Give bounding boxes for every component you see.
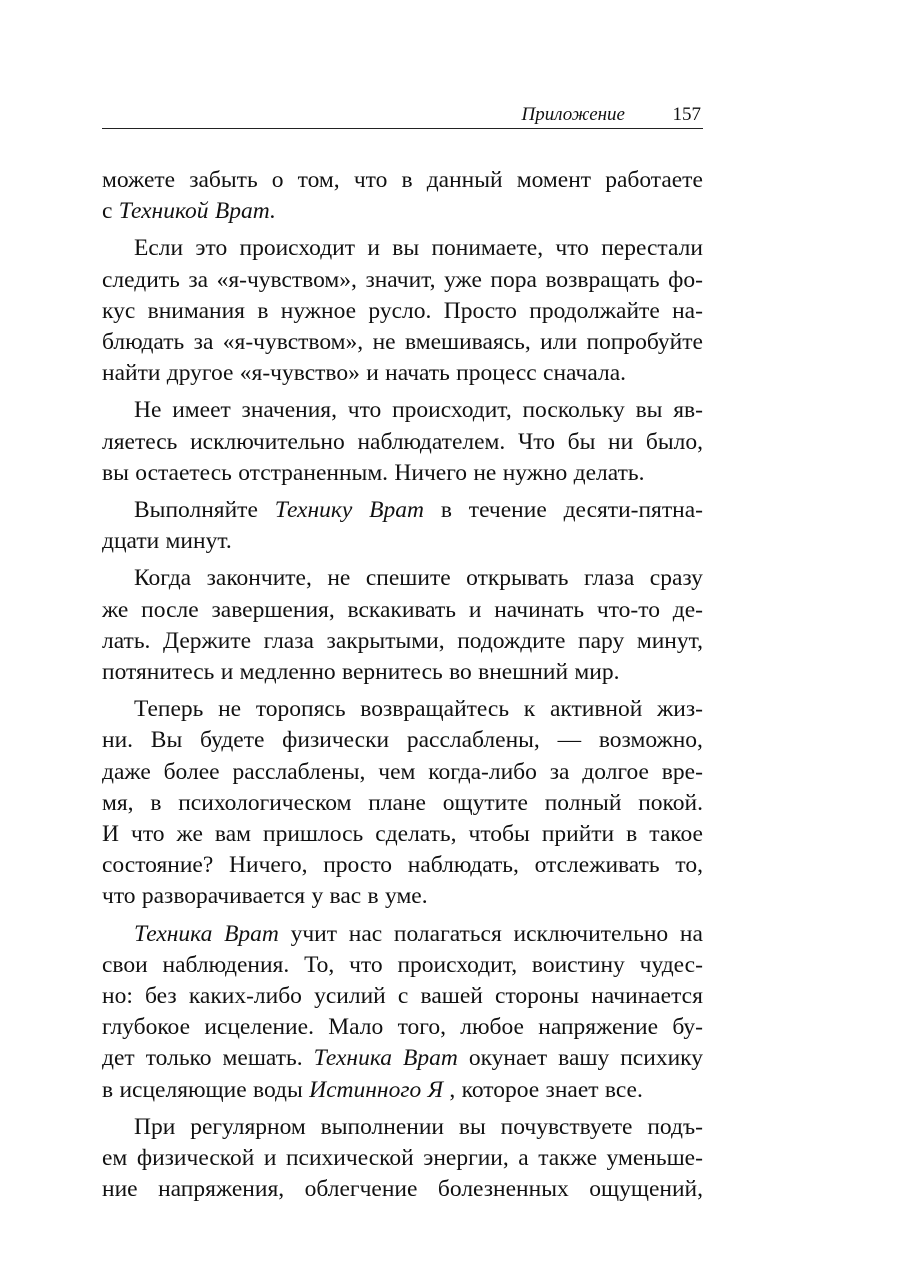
- word: исключительно: [190, 428, 345, 455]
- word: закрытыми,: [326, 627, 445, 654]
- word: которое: [461, 1076, 540, 1103]
- word: ни: [608, 428, 634, 455]
- word: возвращайтесь: [360, 696, 510, 723]
- word: учит: [290, 920, 338, 947]
- word: значения,: [241, 397, 337, 424]
- text-line: [102, 495, 703, 526]
- word: Ничего,: [229, 852, 308, 879]
- word: наблюдателем.: [357, 428, 506, 455]
- word: сделать,: [375, 821, 457, 848]
- word: а: [518, 1145, 529, 1172]
- word: нужное: [280, 297, 357, 324]
- word: уменьше-: [606, 1145, 703, 1172]
- word: отслеживать: [534, 852, 660, 879]
- word: бы: [567, 428, 596, 455]
- word: русло.: [368, 297, 432, 324]
- text-line: [102, 358, 703, 389]
- word: облегчение: [304, 1176, 418, 1203]
- word: глаза: [263, 627, 314, 654]
- text-line: [102, 757, 703, 788]
- word: полный: [544, 789, 622, 816]
- word: за: [193, 329, 214, 356]
- word: глаза: [583, 565, 635, 592]
- word: что: [349, 951, 383, 978]
- word: нужно: [502, 459, 568, 486]
- text-line: [102, 595, 703, 626]
- word: внешний: [478, 659, 569, 686]
- word: более: [163, 758, 220, 785]
- word: плане: [368, 789, 426, 816]
- word: регулярном: [190, 1113, 306, 1140]
- word: ни.: [102, 727, 134, 754]
- word: энергии,: [423, 1145, 509, 1172]
- word: завершения,: [211, 596, 335, 623]
- word: момент: [516, 167, 592, 193]
- word: расслаблены,: [232, 758, 366, 785]
- word: любое: [460, 1014, 524, 1041]
- word: пришлось: [263, 821, 364, 848]
- word: нас: [348, 920, 383, 947]
- word: вре-: [661, 758, 703, 785]
- word: наблюдать,: [407, 852, 519, 879]
- word: другое: [166, 360, 234, 387]
- word: бу-: [672, 1014, 703, 1041]
- word: в: [401, 167, 413, 193]
- word: Технику: [274, 497, 353, 524]
- word: за: [188, 266, 209, 293]
- text-line: [102, 526, 703, 557]
- word: физически: [282, 727, 390, 754]
- word: у: [311, 883, 324, 910]
- word: на-: [672, 297, 703, 324]
- word: происходит,: [392, 397, 512, 424]
- word: перестали: [601, 235, 703, 262]
- word: все.: [604, 1076, 643, 1103]
- word: воистину: [531, 951, 625, 978]
- word: начать: [385, 360, 450, 387]
- word: почувствуете: [500, 1113, 633, 1140]
- word: что: [131, 821, 165, 848]
- word: минут.: [165, 528, 232, 555]
- text-line: [102, 819, 703, 850]
- word: и: [468, 596, 482, 623]
- word: вы: [392, 235, 420, 262]
- word: то,: [675, 852, 703, 879]
- word: начинать: [494, 596, 585, 623]
- word: за: [549, 758, 570, 785]
- word: в: [367, 883, 379, 910]
- word: Просто: [443, 297, 517, 324]
- word: что: [555, 235, 589, 262]
- word: понимаете,: [431, 235, 544, 262]
- word: с: [102, 198, 113, 225]
- text-line: [102, 233, 703, 264]
- text-line: [102, 1012, 703, 1043]
- text-line: [102, 950, 703, 981]
- word: работаете: [605, 167, 703, 193]
- word: отстраненным.: [238, 459, 389, 486]
- word: без: [145, 983, 177, 1010]
- body-text: [102, 165, 703, 1206]
- word: же: [102, 596, 129, 623]
- word: наблюдения.: [162, 951, 290, 978]
- word: И: [102, 821, 119, 848]
- text-line: [102, 850, 703, 881]
- word: усилий: [314, 983, 386, 1010]
- word: подождите: [457, 627, 566, 654]
- word: расслаблены,: [406, 727, 540, 754]
- word: кус: [102, 297, 136, 324]
- word: внимания: [147, 297, 245, 324]
- word: возможно,: [598, 727, 703, 754]
- word: ощутите: [442, 789, 528, 816]
- word: с: [397, 983, 409, 1010]
- word: вашей: [420, 983, 483, 1010]
- text-line: [102, 563, 703, 594]
- word: возвращать: [545, 266, 660, 293]
- text-line: [102, 981, 703, 1012]
- word: сразу: [649, 565, 703, 592]
- word: блюдать: [102, 329, 185, 356]
- word: минут,: [636, 627, 703, 654]
- word: фо-: [668, 266, 703, 293]
- text-line: [102, 395, 703, 426]
- word: психической: [285, 1145, 414, 1172]
- word: Не: [134, 397, 162, 424]
- word: будете: [200, 727, 265, 754]
- word: после: [141, 596, 199, 623]
- text-line: [102, 1075, 703, 1106]
- word: Если: [134, 235, 184, 262]
- word: и: [263, 1145, 277, 1172]
- word: прийти: [541, 821, 615, 848]
- word: что: [347, 397, 382, 424]
- word: уме.: [385, 883, 428, 910]
- word: психику: [620, 1045, 703, 1072]
- word: знает: [545, 1076, 599, 1103]
- word: это: [195, 235, 228, 262]
- word: физической: [136, 1145, 255, 1172]
- word: только: [145, 1045, 212, 1072]
- word: мя,: [102, 789, 134, 816]
- word: болезненных: [437, 1176, 569, 1203]
- word: Теперь: [134, 696, 204, 723]
- word: активной: [549, 696, 643, 723]
- word: де-: [672, 596, 703, 623]
- word: уже: [444, 266, 482, 293]
- word: каких-либо: [188, 983, 302, 1010]
- word: не: [218, 696, 242, 723]
- word: ляетесь: [102, 428, 178, 455]
- text-line: [102, 327, 703, 358]
- section-title: Приложение: [521, 104, 625, 125]
- word: потянитесь: [102, 659, 215, 686]
- text-line: [102, 1143, 703, 1174]
- word: вы: [102, 459, 129, 486]
- running-header: [102, 104, 703, 129]
- text-line: [102, 296, 703, 327]
- word: чтобы: [468, 821, 530, 848]
- word: такое: [649, 821, 703, 848]
- word: в: [626, 821, 638, 848]
- word: разворачивается: [141, 883, 306, 910]
- word: течение: [468, 497, 547, 524]
- word: имеет: [172, 397, 231, 424]
- word: Истинного: [309, 1076, 422, 1103]
- word: спешите: [365, 565, 451, 592]
- word: к: [523, 696, 536, 723]
- word: данный: [426, 167, 503, 193]
- word: Что: [517, 428, 555, 455]
- word: вмешиваясь,: [405, 329, 531, 356]
- word: в: [257, 297, 269, 324]
- word: Врат: [224, 920, 279, 947]
- text-line: [102, 626, 703, 657]
- word: долгое: [582, 758, 649, 785]
- word: том,: [297, 167, 340, 193]
- word: продолжайте: [529, 297, 660, 324]
- word: Техникой: [118, 198, 209, 225]
- word: Техника: [134, 920, 213, 947]
- word: вам: [214, 821, 252, 848]
- word: состояние?: [102, 852, 214, 879]
- word: не: [372, 329, 396, 356]
- word: глубокое: [102, 1014, 191, 1041]
- word: вернитесь: [342, 659, 443, 686]
- word: Ничего: [394, 459, 468, 486]
- word: стороны: [495, 983, 580, 1010]
- word: можете: [102, 167, 176, 193]
- word: или: [540, 329, 578, 356]
- word: пару: [578, 627, 625, 654]
- word: Мало: [328, 1014, 384, 1041]
- text-line: [102, 458, 703, 489]
- word: напряжения,: [158, 1176, 285, 1203]
- text-line: [102, 196, 703, 227]
- word: дет: [102, 1045, 135, 1072]
- word: мешать.: [222, 1045, 303, 1072]
- word: ,: [449, 1076, 456, 1103]
- word: Я: [427, 1076, 444, 1103]
- word: окунает: [468, 1045, 548, 1072]
- word: что: [353, 167, 388, 193]
- word: поскольку: [522, 397, 625, 424]
- word: и: [366, 360, 379, 387]
- word: Когда: [134, 565, 192, 592]
- word: лать.: [102, 627, 151, 654]
- text-line: [102, 427, 703, 458]
- word: ние: [102, 1176, 138, 1203]
- word: вас: [329, 883, 362, 910]
- word: делать.: [573, 459, 645, 486]
- word: что: [102, 883, 136, 910]
- word: в: [440, 497, 452, 524]
- word: следить: [102, 266, 180, 293]
- word: найти: [102, 360, 161, 387]
- word: происходит: [239, 235, 356, 262]
- word: Выполняйте: [134, 497, 258, 524]
- word: исключительно: [513, 920, 669, 947]
- word: на: [679, 920, 703, 947]
- word: процесс: [456, 360, 537, 387]
- word: «я-чувство»: [239, 360, 360, 387]
- word: забыть: [189, 167, 258, 193]
- text-line: [102, 657, 703, 688]
- word: и: [220, 659, 234, 686]
- word: того,: [397, 1014, 446, 1041]
- word: При: [134, 1113, 176, 1140]
- word: То,: [304, 951, 335, 978]
- word: вы: [458, 1113, 486, 1140]
- text-line: [102, 881, 703, 912]
- word: Держите: [163, 627, 252, 654]
- word: в: [102, 1076, 114, 1103]
- word: начинается: [591, 983, 703, 1010]
- word: «я-чувством»,: [222, 329, 364, 356]
- text-line: [102, 919, 703, 950]
- word: о: [271, 167, 284, 193]
- word: закончите,: [206, 565, 312, 592]
- text-line: [102, 1174, 703, 1205]
- word: десяти-пятна-: [563, 497, 703, 524]
- word: просто: [323, 852, 393, 879]
- word: происходит,: [397, 951, 518, 978]
- word: —: [557, 727, 582, 754]
- word: что-то: [596, 596, 660, 623]
- word: воды: [253, 1076, 303, 1103]
- text-line: [102, 725, 703, 756]
- word: попробуйте: [586, 329, 703, 356]
- word: вскакивать: [347, 596, 456, 623]
- word: было,: [645, 428, 703, 455]
- word: также: [538, 1145, 598, 1172]
- text-line: [102, 694, 703, 725]
- word: значит,: [365, 266, 436, 293]
- word: когда-либо: [428, 758, 537, 785]
- word: покой.: [638, 789, 703, 816]
- text-line: [102, 1043, 703, 1074]
- word: психологическом: [178, 789, 352, 816]
- word: во: [449, 659, 472, 686]
- word: остаетесь: [135, 459, 232, 486]
- word: жиз-: [657, 696, 703, 723]
- word: вы: [635, 397, 663, 424]
- word: Врат.: [214, 198, 276, 225]
- word: Врат: [403, 1045, 458, 1072]
- word: медленно: [239, 659, 336, 686]
- word: вашу: [558, 1045, 610, 1072]
- word: не: [327, 565, 351, 592]
- text-line: [102, 1112, 703, 1143]
- word: дцати: [102, 528, 160, 555]
- word: не: [473, 459, 497, 486]
- word: даже: [102, 758, 151, 785]
- word: в: [150, 789, 162, 816]
- word: ощущений,: [589, 1176, 703, 1203]
- word: подъ-: [647, 1113, 703, 1140]
- page-number: 157: [672, 104, 701, 125]
- word: мир.: [574, 659, 620, 686]
- word: напряжение: [538, 1014, 659, 1041]
- word: исцеление.: [204, 1014, 314, 1041]
- word: открывать: [466, 565, 569, 592]
- word: яв-: [673, 397, 703, 424]
- word: чем: [378, 758, 416, 785]
- word: пора: [490, 266, 537, 293]
- word: Техника: [313, 1045, 392, 1072]
- text-line: [102, 165, 703, 196]
- word: чудес-: [639, 951, 703, 978]
- text-line: [102, 788, 703, 819]
- word: исцеляющие: [119, 1076, 247, 1103]
- text-line: [102, 265, 703, 296]
- word: ем: [102, 1145, 128, 1172]
- word: сначала.: [543, 360, 627, 387]
- word: Вы: [150, 727, 183, 754]
- word: «я-чувством»,: [216, 266, 357, 293]
- word: торопясь: [255, 696, 346, 723]
- word: но:: [102, 983, 133, 1010]
- word: же: [176, 821, 203, 848]
- word: Врат: [369, 497, 424, 524]
- word: выполнении: [320, 1113, 445, 1140]
- word: свои: [102, 951, 148, 978]
- word: полагаться: [393, 920, 502, 947]
- word: и: [367, 235, 380, 262]
